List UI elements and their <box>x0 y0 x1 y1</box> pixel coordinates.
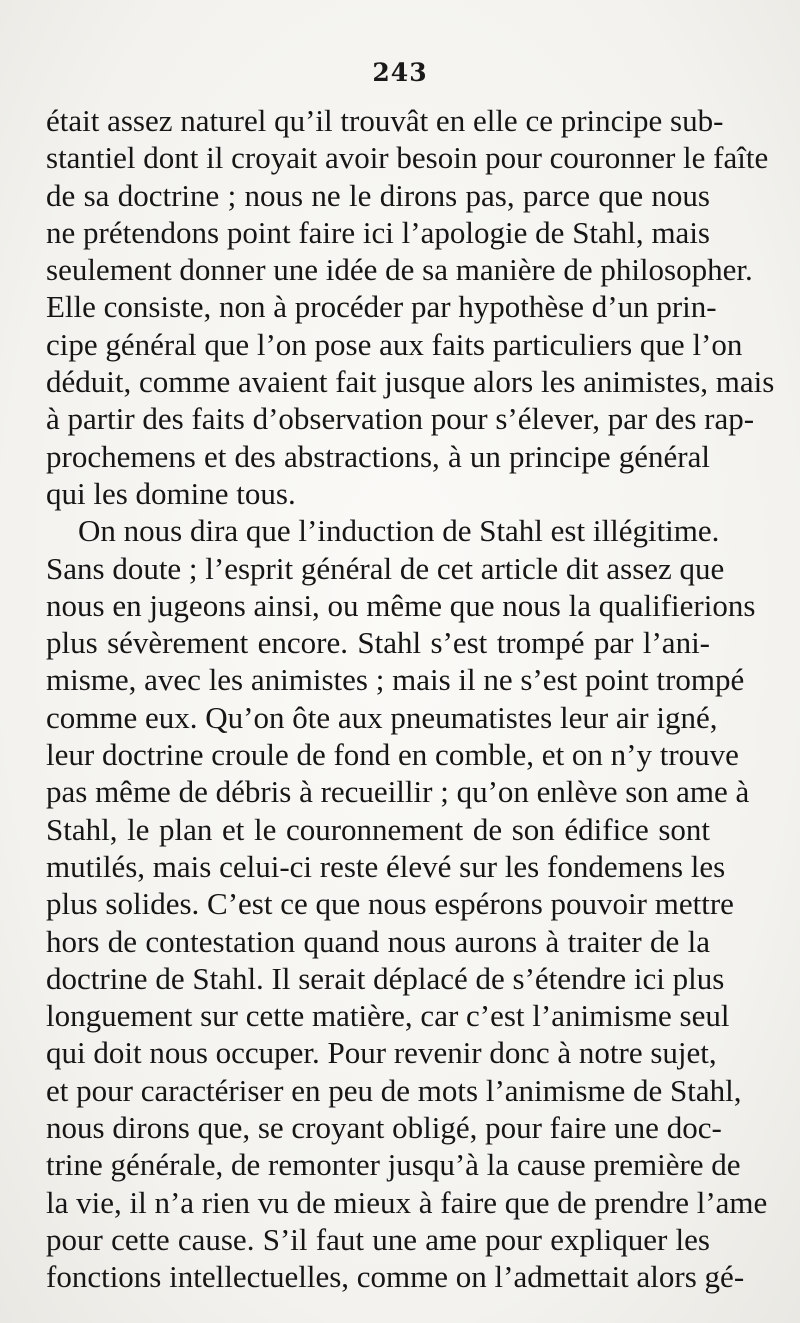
body-text <box>46 102 775 1296</box>
text-line: déduit, comme avaient fait jusque alors les animistes, mais <box>46 364 775 400</box>
text-line: nous en jugeons ainsi, ou même que nous la qualifierions <box>46 587 756 623</box>
text-line: cipe général que l’on pose aux faits particuliers que l’on <box>46 326 743 362</box>
text-line: Stahl, le plan et le couronnement de son édifice sont <box>46 811 710 847</box>
text-line: On nous dira que l’induction de Stahl est illégitime. <box>78 513 720 549</box>
text-line: et pour caractériser en peu de mots l’animisme de Stahl, <box>46 1072 742 1108</box>
paragraph <box>46 102 775 512</box>
text-line: nous dirons que, se croyant obligé, pour faire une doc- <box>46 1110 722 1146</box>
text-line: qui doit nous occuper. Pour revenir donc à notre sujet, <box>46 1035 717 1071</box>
text-line: misme, avec les animistes ; mais il ne s’est point trompé <box>46 662 745 698</box>
text-line: fonctions intellectuelles, comme on l’admettait alors gé- <box>46 1259 745 1295</box>
text-line: Elle consiste, non à procéder par hypothèse d’un prin- <box>46 289 717 325</box>
text-line: la vie, il n’a rien vu de mieux à faire que de prendre l’ame <box>46 1184 768 1220</box>
text-line: de sa doctrine ; nous ne le dirons pas, parce que nous <box>46 177 710 213</box>
text-line: était assez naturel qu’il trouvât en elle ce principe sub- <box>46 103 724 138</box>
text-line: pas même de débris à recueillir ; qu’on enlève son ame à <box>46 774 750 810</box>
text-line: Sans doute ; l’esprit général de cet article dit assez que <box>46 550 725 586</box>
text-line: à partir des faits d’observation pour s’élever, par des rap- <box>46 401 755 437</box>
text-line: hors de contestation quand nous aurons à traiter de la <box>46 923 710 959</box>
text-line: trine générale, de remonter jusqu’à la cause première de <box>46 1147 741 1183</box>
text-line: stantiel dont il croyait avoir besoin pour couronner le faîte <box>46 140 769 176</box>
text-line: pour cette cause. S’il faut une ame pour expliquer les <box>46 1221 710 1257</box>
text-line: seulement donner une idée de sa manière de philosopher. <box>46 252 753 288</box>
page-number: 243 <box>372 58 428 87</box>
text-line: doctrine de Stahl. Il serait déplacé de s’étendre ici plus <box>46 960 725 996</box>
text-line: leur doctrine croule de fond en comble, et on n’y trouve <box>46 737 739 773</box>
text-line: prochemens et des abstractions, à un principe général <box>46 438 710 474</box>
text-line: comme eux. Qu’on ôte aux pneumatistes leur air igné, <box>46 699 718 735</box>
text-line: plus solides. C’est ce que nous espérons pouvoir mettre <box>46 886 734 922</box>
paragraph <box>46 512 768 1295</box>
text-line: qui les domine tous. <box>46 475 296 511</box>
text-line: plus sévèrement encore. Stahl s’est trompé par l’ani- <box>46 625 710 661</box>
text-line: ne prétendons point faire ici l’apologie de Stahl, mais <box>46 214 710 250</box>
text-line: mutilés, mais celui-ci reste élevé sur les fondemens les <box>46 848 726 884</box>
text-line: longuement sur cette matière, car c’est l’animisme seul <box>46 998 730 1034</box>
